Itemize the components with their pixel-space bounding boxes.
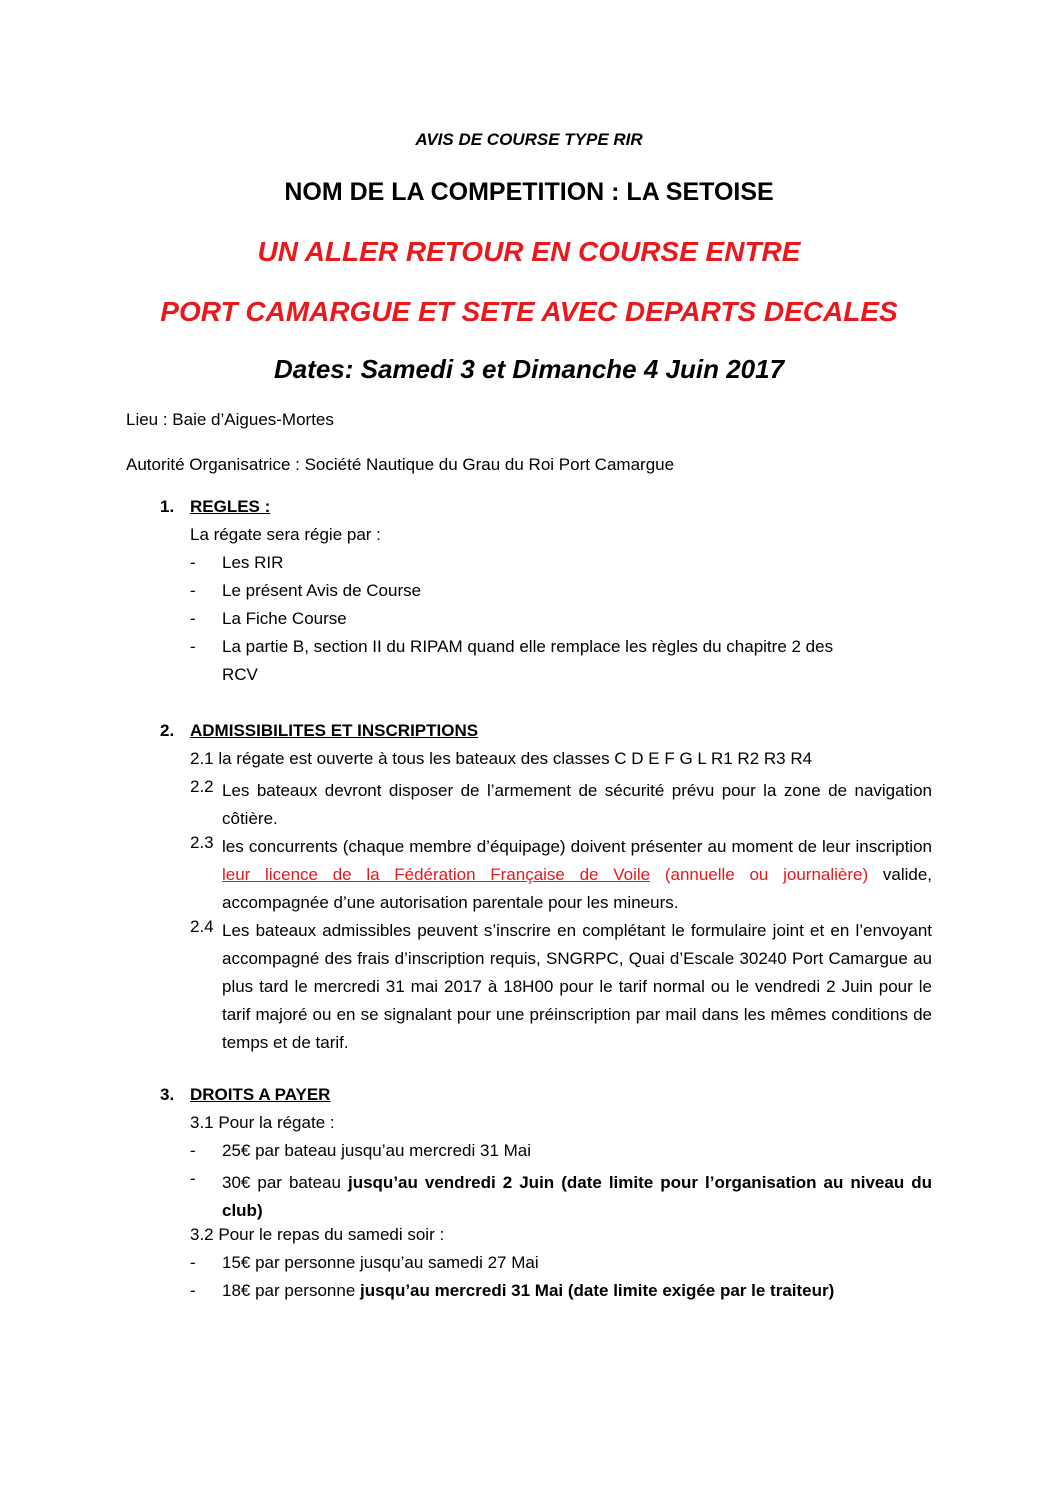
paragraph-2-4-number: 2.4 xyxy=(190,917,214,936)
paragraph-2-3 xyxy=(222,833,932,917)
section-1-number: 1. xyxy=(160,497,175,516)
fee-item-text: 30€ par bateau xyxy=(222,1173,348,1192)
bullet-dash: - xyxy=(190,637,196,656)
license-type-note: (annuelle ou journalière) xyxy=(650,865,869,884)
paragraph-2-3-text-b: valide, accompagnée d’une autorisation parentale pour les mineurs. xyxy=(222,865,933,912)
list-item-continuation: RCV xyxy=(222,665,258,684)
document-subtitle: AVIS DE COURSE TYPE RIR xyxy=(415,130,643,149)
list-item: Les RIR xyxy=(222,553,284,572)
section-3-number: 3. xyxy=(160,1085,175,1104)
paragraph-2-1: 2.1 la régate est ouverte à tous les bateaux des classes C D E F G L R1 R2 R3 R4 xyxy=(190,749,813,768)
section-3-title: DROITS A PAYER xyxy=(190,1085,331,1104)
bullet-dash: - xyxy=(190,1169,196,1188)
list-item: La partie B, section II du RIPAM quand elle remplace les règles du chapitre 2 des xyxy=(222,637,834,656)
bullet-dash: - xyxy=(190,1281,196,1300)
paragraph-2-4: Les bateaux admissibles peuvent s’inscrire en complétant le formulaire joint et en l’envoyant accompagné des frais d’inscription requis, SNGRPC, Quai d’Escale 30240 Port Camargue au plus tard le mercredi 31 mai 2017 à 18H00 pour le tarif normal ou le vendredi 2 Juin pour le tarif majoré ou en se signalant pour une préinscription par mail dans les mêmes conditions de temps et de tarif. xyxy=(222,921,932,1052)
paragraph-2-3-number: 2.3 xyxy=(190,833,214,852)
fee-item: 25€ par bateau jusqu’au mercredi 31 Mai xyxy=(222,1141,532,1160)
organizing-authority: Autorité Organisatrice : Société Nautique du Grau du Roi Port Camargue xyxy=(126,455,675,474)
paragraph-2-2-number: 2.2 xyxy=(190,777,214,796)
bullet-dash: - xyxy=(190,1141,196,1160)
section-2-title: ADMISSIBILITES ET INSCRIPTIONS xyxy=(190,721,479,740)
meal-item: 15€ par personne jusqu’au samedi 27 Mai xyxy=(222,1253,539,1272)
location: Lieu : Baie d’Aigues-Mortes xyxy=(126,410,334,429)
competition-name: NOM DE LA COMPETITION : LA SETOISE xyxy=(284,178,774,206)
bullet-dash: - xyxy=(190,553,196,572)
tagline-line-1: UN ALLER RETOUR EN COURSE ENTRE xyxy=(257,236,801,267)
section-1-intro: La régate sera régie par : xyxy=(190,525,381,544)
meal-item-text: 18€ par personne xyxy=(222,1281,360,1300)
meal-item-deadline: jusqu’au mercredi 31 Mai (date limite exigée par le traiteur) xyxy=(360,1281,835,1300)
bullet-dash: - xyxy=(190,1253,196,1272)
meal-item xyxy=(222,1281,834,1301)
paragraph-2-2: Les bateaux devront disposer de l’armement de sécurité prévu pour la zone de navigation côtière. xyxy=(222,781,932,828)
fee-item xyxy=(222,1169,932,1225)
list-item: Le présent Avis de Course xyxy=(222,581,422,600)
paragraph-2-3-text-a: les concurrents (chaque membre d’équipage) doivent présenter au moment de leur inscription xyxy=(222,837,932,856)
paragraph-3-2: 3.2 Pour le repas du samedi soir : xyxy=(190,1225,445,1244)
fee-item-deadline: jusqu’au vendredi 2 Juin (date limite pour l’organisation au niveau du club) xyxy=(222,1173,932,1220)
event-dates: Dates: Samedi 3 et Dimanche 4 Juin 2017 xyxy=(273,354,785,384)
paragraph-3-1: 3.1 Pour la régate : xyxy=(190,1113,335,1132)
section-2-number: 2. xyxy=(160,721,175,740)
bullet-dash: - xyxy=(190,581,196,600)
license-link[interactable]: leur licence de la Fédération Française de Voile xyxy=(222,865,651,884)
bullet-dash: - xyxy=(190,609,196,628)
list-item: La Fiche Course xyxy=(222,609,347,628)
tagline-line-2: PORT CAMARGUE ET SETE AVEC DEPARTS DECALES xyxy=(160,296,898,327)
section-1-title: REGLES : xyxy=(190,497,271,516)
